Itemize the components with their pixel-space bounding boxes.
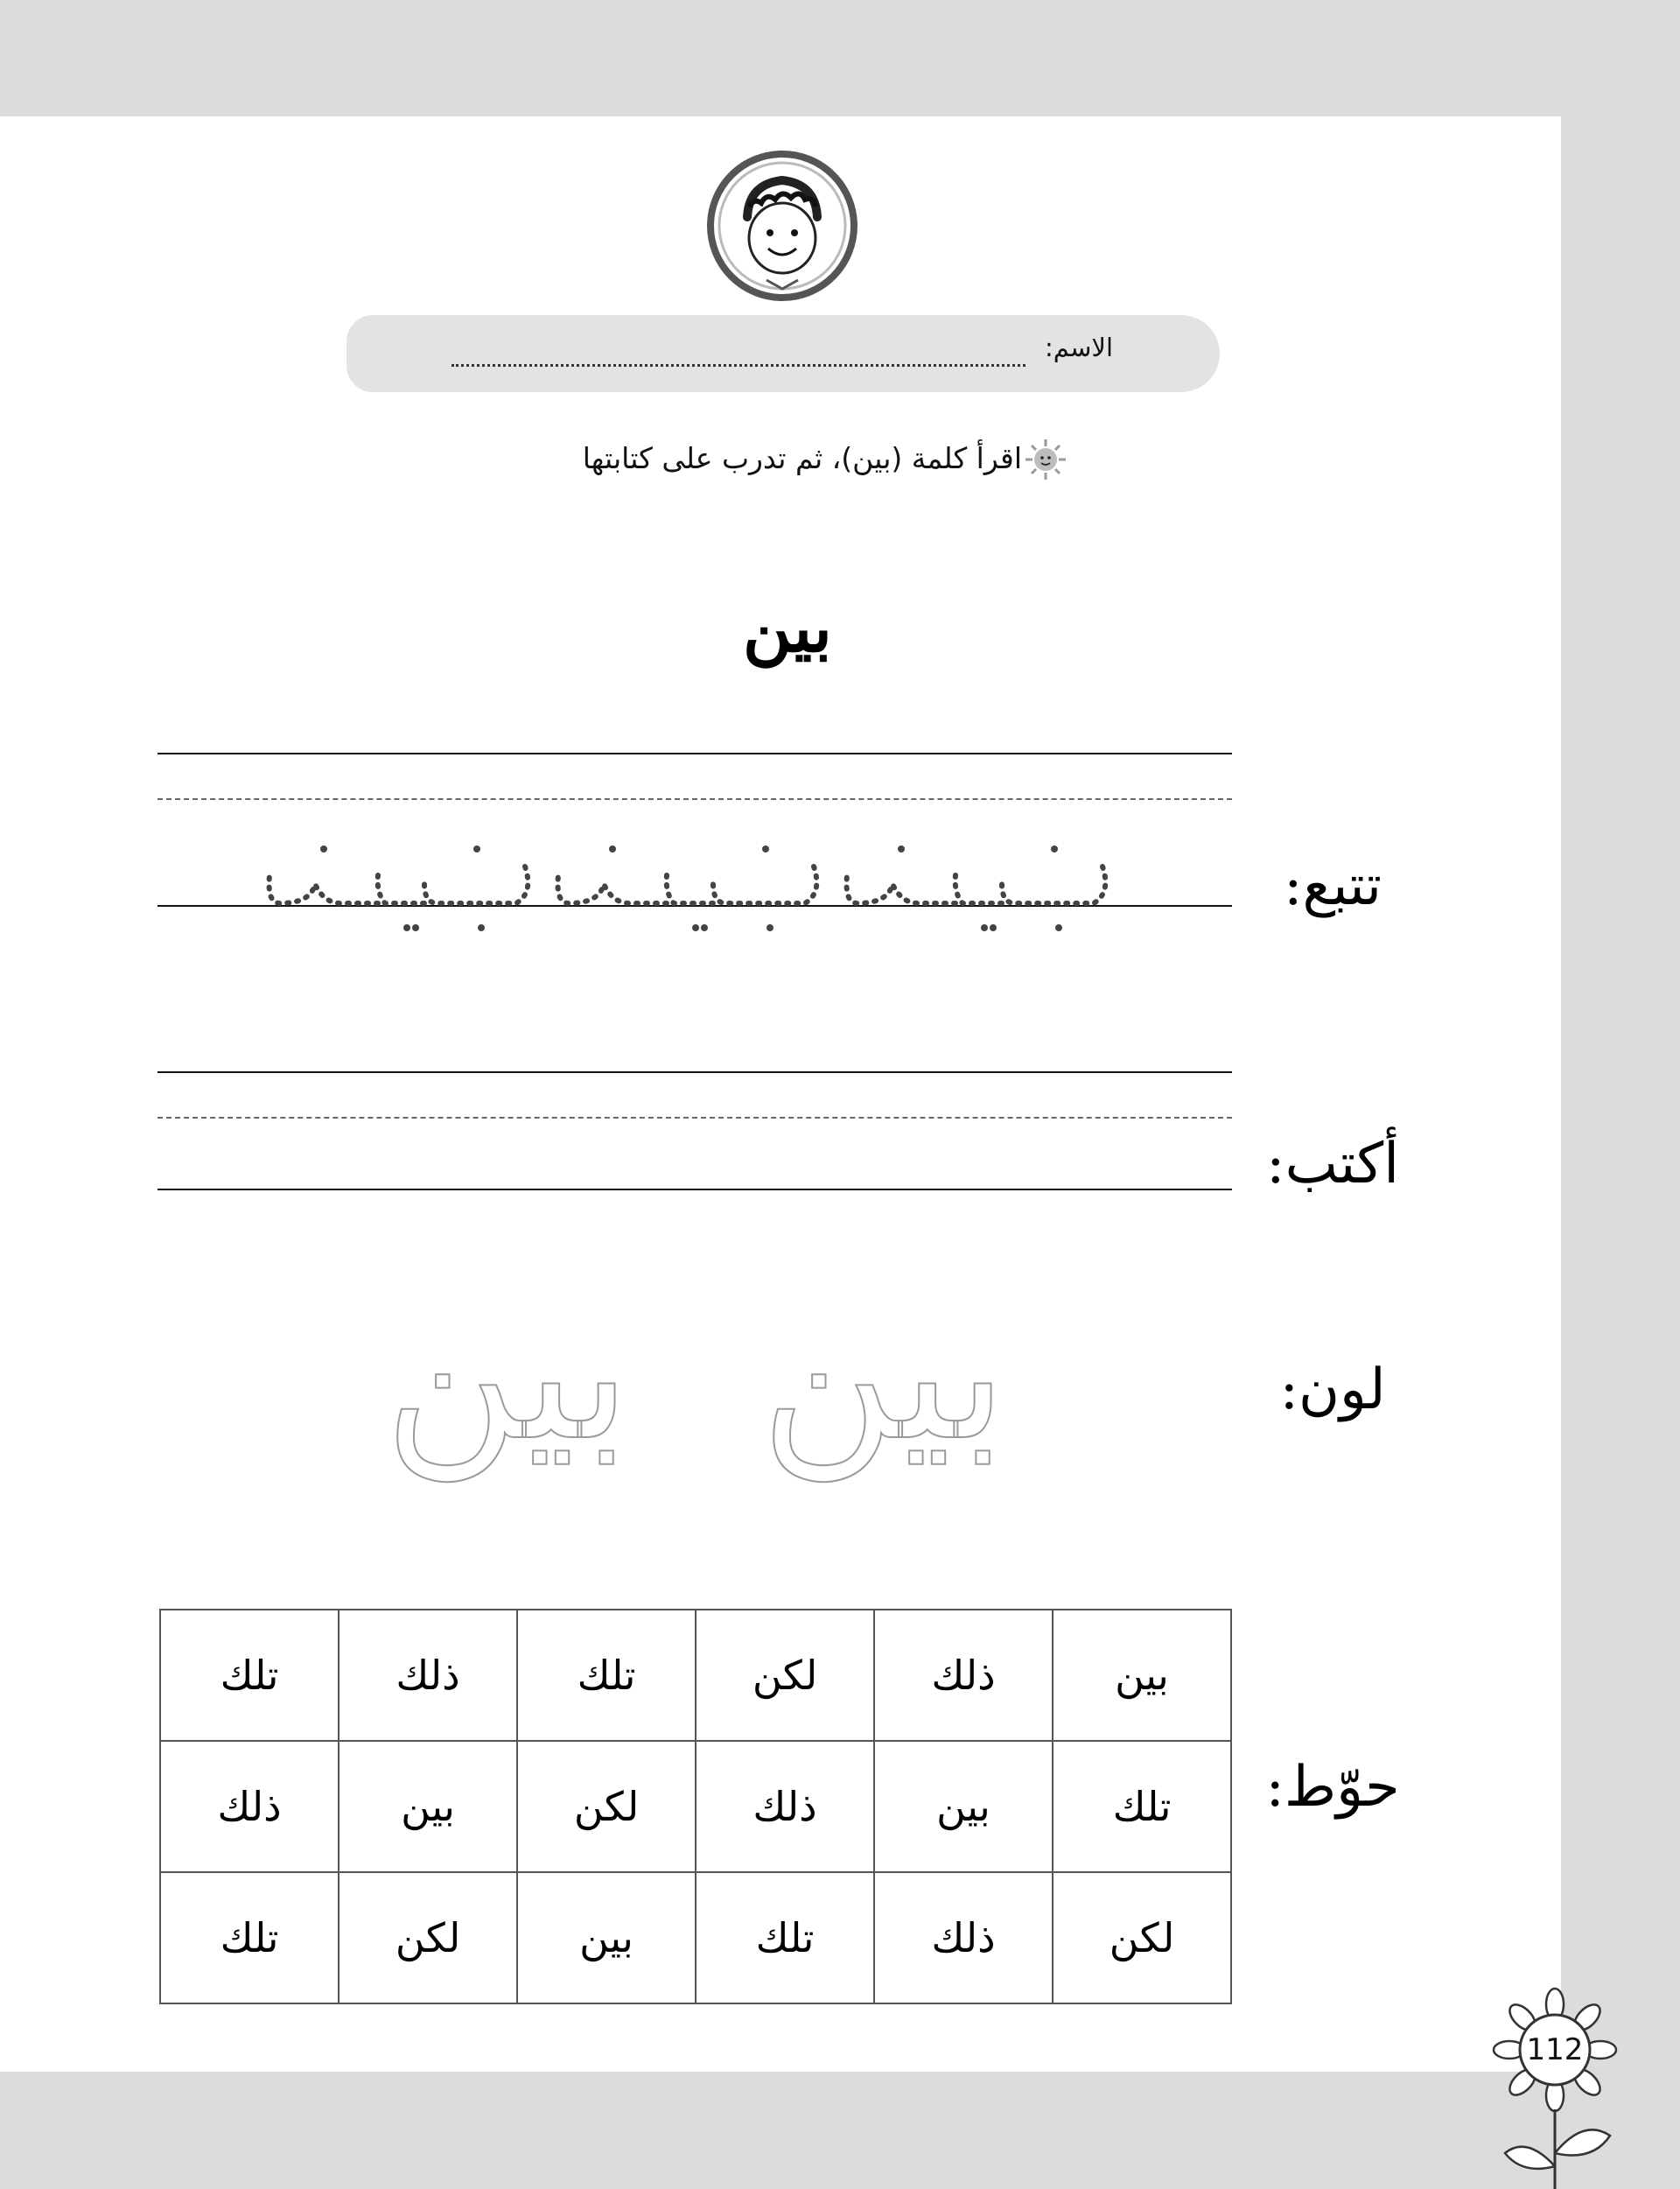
trace-word-3[interactable]	[262, 831, 542, 954]
grid-cell[interactable]: بين	[339, 1741, 517, 1872]
write-base-line[interactable]	[158, 1189, 1232, 1190]
boy-avatar-icon	[705, 149, 859, 303]
trace-label: تتبع:	[1283, 853, 1382, 918]
grid-cell[interactable]: بين	[517, 1872, 696, 2003]
trace-top-line	[158, 753, 1232, 754]
grid-cell[interactable]: تلك	[517, 1610, 696, 1741]
color-word-1[interactable]: بين	[760, 1266, 1007, 1481]
grid-cell[interactable]: لكن	[517, 1741, 696, 1872]
dotted-word-icon	[262, 831, 542, 954]
grid-cell[interactable]: ذلك	[874, 1610, 1053, 1741]
target-word: بين	[743, 589, 832, 667]
instruction-text: اقرأ كلمة (بين)، ثم تدرب على كتابتها	[582, 441, 1022, 475]
sun-icon	[1024, 438, 1068, 481]
dotted-word-icon	[551, 831, 831, 954]
grid-cell[interactable]: لكن	[696, 1610, 874, 1741]
grid-cell[interactable]: ذلك	[696, 1741, 874, 1872]
grid-cell[interactable]: بين	[874, 1741, 1053, 1872]
name-label: الاسم:	[1045, 333, 1113, 362]
circle-label: حوّط:	[1265, 1755, 1400, 1820]
grid-cell[interactable]: لكن	[339, 1872, 517, 2003]
dotted-word-icon	[840, 831, 1120, 954]
trace-word-1[interactable]	[840, 831, 1120, 954]
flower-icon	[1488, 1987, 1628, 2189]
name-write-line[interactable]	[452, 364, 1026, 367]
grid-cell[interactable]: تلك	[696, 1872, 874, 2003]
word-grid	[159, 1609, 1232, 2004]
instruction-row	[490, 438, 1068, 490]
write-top-line	[158, 1071, 1232, 1073]
grid-cell[interactable]: تلك	[160, 1872, 339, 2003]
trace-mid-line	[158, 798, 1232, 800]
color-word-2[interactable]: بين	[384, 1266, 631, 1481]
page-number: 112	[1526, 2032, 1584, 2067]
grid-cell[interactable]: ذلك	[339, 1610, 517, 1741]
grid-cell[interactable]: ذلك	[874, 1872, 1053, 2003]
color-label: لون:	[1279, 1358, 1386, 1422]
write-mid-line	[158, 1117, 1232, 1119]
name-field-bar	[346, 315, 1220, 392]
grid-cell[interactable]: لكن	[1053, 1872, 1231, 2003]
grid-cell[interactable]: تلك	[160, 1610, 339, 1741]
grid-cell[interactable]: بين	[1053, 1610, 1231, 1741]
trace-word-2[interactable]	[551, 831, 831, 954]
write-label: أكتب:	[1266, 1132, 1399, 1196]
grid-cell[interactable]: تلك	[1053, 1741, 1231, 1872]
grid-cell[interactable]: ذلك	[160, 1741, 339, 1872]
